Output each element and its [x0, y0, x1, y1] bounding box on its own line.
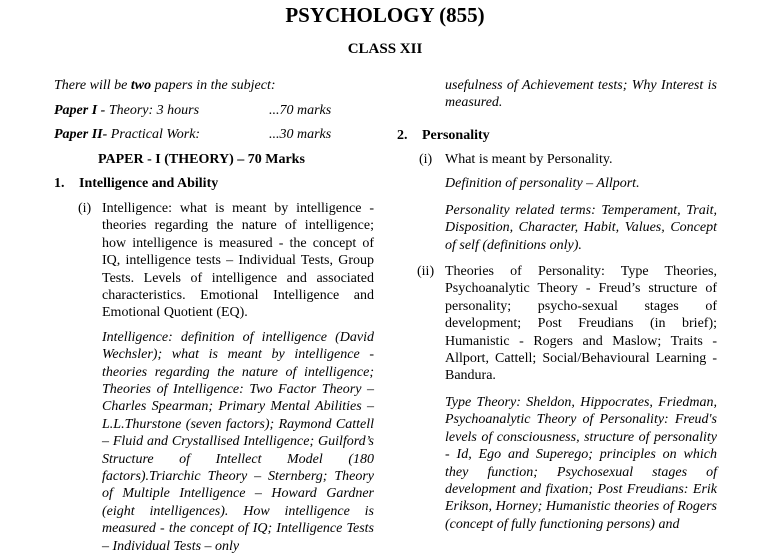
section2-item-i — [397, 151, 717, 175]
class-heading: CLASS XII — [347, 41, 423, 57]
paper1-row — [54, 102, 374, 127]
item-text: Theories of Personality: Type Theories, Psychoanalytic Theory - Freud’s structure of personality; psycho-sexual stages of development; Post Freudians (in brief); Humanistic - Rogers and Maslow; Traits - Allport, Cattell; Social/Behavioural Learning - Bandura. — [445, 264, 717, 384]
theories-detail: Type Theory: Sheldon, Hippocrates, Friedman, Psychoanalytic Theory of Personality: Freud's levels of consciousness, structure of personality - Id, Ego and Superego; principles on which they function; Psychosexual stages of development and fixation; Post Freudians: Erik Erikson, Horney; Humanistic theories of Rogers (concept of fully functioning persons) and — [445, 394, 717, 532]
personality-definition: Definition of personality – Allport. — [445, 176, 640, 192]
right-continuation: usefulness of Achievement tests; Why Interest is measured. — [445, 78, 717, 111]
section1-heading: 1. Intelligence and Ability — [54, 176, 219, 192]
paper1-label: Paper I - — [54, 102, 109, 118]
item-number: (i) — [419, 152, 433, 168]
page-title: PSYCHOLOGY (855) — [285, 3, 485, 27]
right-column — [397, 77, 717, 533]
paper2-desc: Practical Work: — [110, 127, 201, 143]
papers-count: two — [130, 78, 152, 93]
item-number: (ii) — [417, 264, 435, 280]
section2-heading: 2. Personality — [397, 127, 490, 143]
paper2-row — [54, 126, 374, 151]
paper2-marks: ...30 marks — [269, 127, 332, 143]
paper1-desc: Theory: 3 hours — [108, 102, 200, 118]
papers-intro: There will be two papers in the subject: — [54, 78, 276, 93]
item-text: What is meant by Personality. — [445, 152, 613, 168]
paper2-label: Paper II- — [54, 127, 111, 143]
personality-terms: Personality related terms: Temperament, Trait, Disposition, Character, Habit, Values, Concept of self (definitions only). — [445, 202, 717, 253]
section1-item-i — [54, 200, 374, 322]
section1-detail: Intelligence: definition of intelligence (David Wechsler); what is meant by intelligence - theories regarding the nature of intelligence; Theories of Intelligence: Two Factor Theory – Charles Spearman; Primary Mental Abilities – L.L.Thurstone (seven factors); Raymond Cattell – Fluid and Crystallised Intelligence; Guilford’s Structure of Intellect Model (180 factors).Triarchic Theory – Sternberg; Theory of Multiple Intelligence – Howard Gardner (eight intelligences). How intelligence is measured - the concept of IQ; Intelligence Tests – Individual Tests – only — [102, 329, 374, 554]
section2-item-ii — [397, 263, 717, 385]
left-column — [54, 77, 374, 555]
paper1-marks: ...70 marks — [269, 102, 332, 118]
item-text: Intelligence: what is meant by intelligence - theories regarding the nature of intelligence; how intelligence is measured - the concept of IQ, intelligence tests – Individual Tests, Group Tests. Levels of intelligence and associated characteristics. Emotional Intelligence and Emotional Quotient (EQ). — [102, 200, 374, 321]
paper-heading: PAPER - I (THEORY) – 70 Marks — [98, 151, 305, 167]
item-number: (i) — [78, 200, 92, 216]
